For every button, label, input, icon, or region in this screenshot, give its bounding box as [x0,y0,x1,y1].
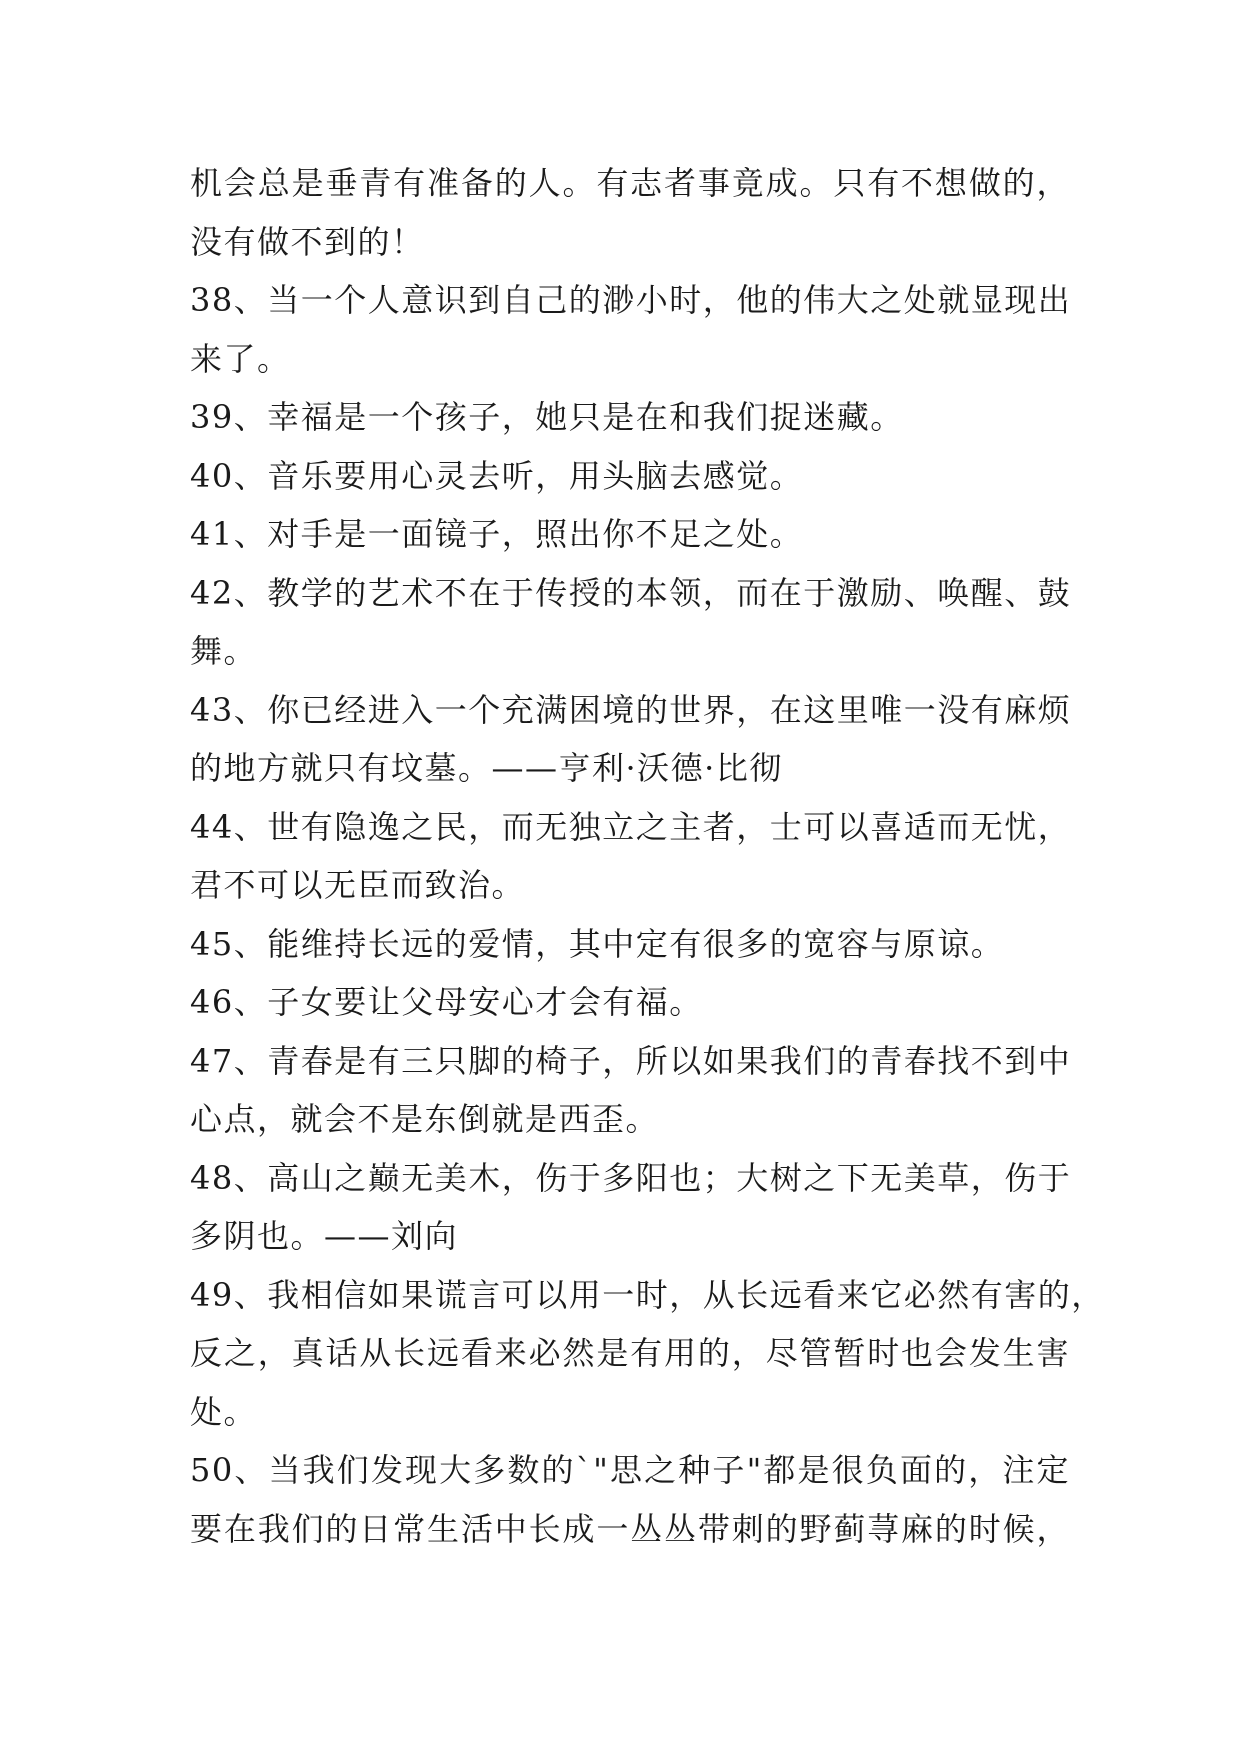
text-line: 来了。 [190,339,291,378]
text-line: 要在我们的日常生活中长成一丛丛带刺的野蓟荨麻的时候， [190,1509,1070,1548]
text-line: 心点，就会不是东倒就是西歪。 [190,1100,660,1138]
text-line: 的地方就只有坟墓。——亨利·沃德·比彻 [190,749,783,787]
text-line: 45、能维持长远的爱情，其中定有很多的宽容与原谅。 [190,924,1005,963]
text-line: 舞。 [190,632,258,670]
text-line: 没有做不到的！ [190,222,425,261]
text-line: 40、音乐要用心灵去听，用头脑去感觉。 [190,456,804,495]
text-line: 50、当我们发现大多数的`"思之种子"都是很负面的，注定 [190,1451,1070,1489]
text-line: 44、世有隐逸之民，而无独立之主者，士可以喜适而无忧， [190,807,1072,846]
text-line: 君不可以无臣而致治。 [190,866,526,904]
text-line: 机会总是垂青有准备的人。有志者事竟成。只有不想做的， [190,164,1070,202]
text-line: 多阴也。——刘向 [190,1217,459,1255]
text-line: 46、子女要让父母安心才会有福。 [190,983,703,1021]
text-line: 43、你已经进入一个充满困境的世界，在这里唯一没有麻烦 [190,690,1072,729]
text-line: 49、我相信如果谎言可以用一时，从长远看来它必然有害的， [190,1275,1105,1314]
text-line: 38、当一个人意识到自己的渺小时，他的伟大之处就显现出 [190,281,1072,319]
text-line: 41、对手是一面镜子，照出你不足之处。 [190,515,804,553]
text-line: 48、高山之巅无美木，伤于多阳也；大树之下无美草，伤于 [190,1158,1072,1197]
text-line: 39、幸福是一个孩子，她只是在和我们捉迷藏。 [190,398,904,436]
text-line: 处。 [190,1392,258,1431]
text-line: 反之，真话从长远看来必然是有用的，尽管暂时也会发生害 [190,1334,1070,1372]
text-line: 42、教学的艺术不在于传授的本领，而在于激励、唤醒、鼓 [190,573,1072,612]
body-text [190,154,1105,1558]
text-line: 47、青春是有三只脚的椅子，所以如果我们的青春找不到中 [190,1041,1072,1080]
